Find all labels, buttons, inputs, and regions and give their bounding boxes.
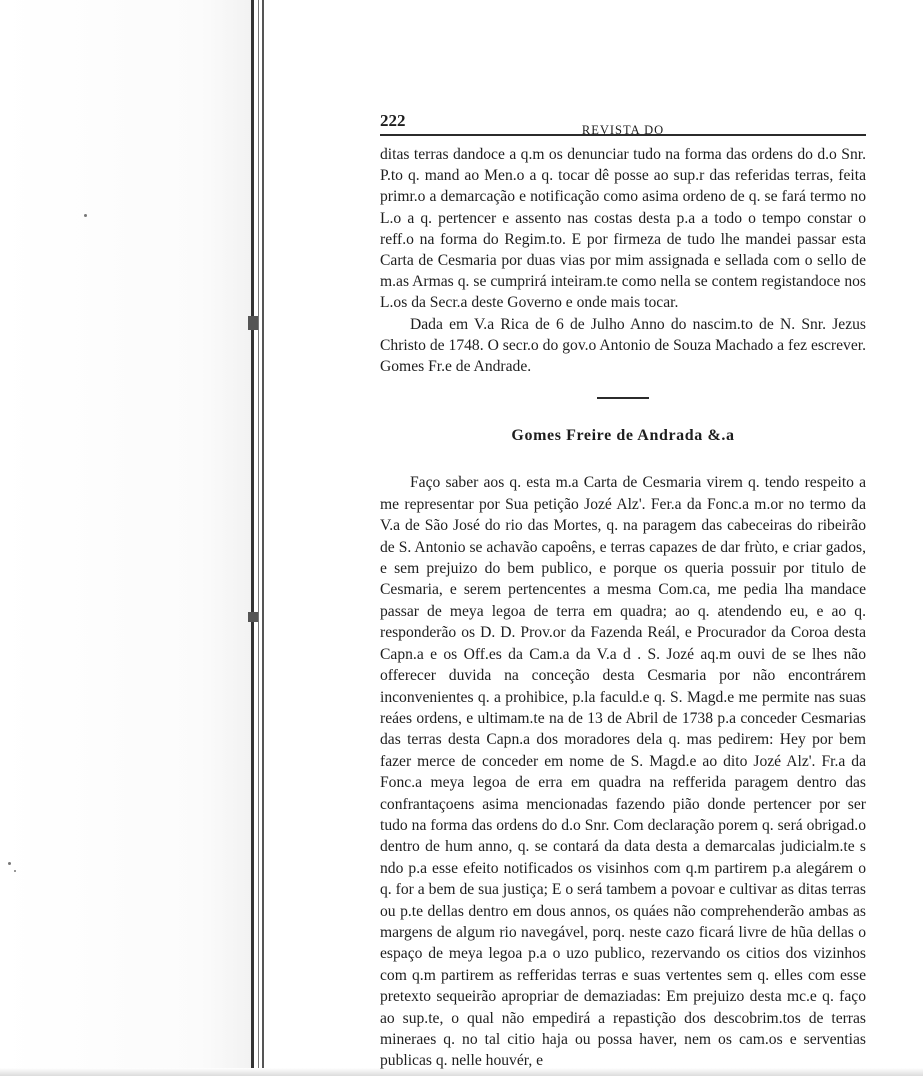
binding-spine [251, 0, 254, 1076]
page-header [380, 100, 866, 137]
running-head: REVISTA DO [581, 123, 665, 137]
body-paragraph: Faço saber aos q. esta m.a Carta de Cesmaria virem q. tendo respeito a me representar por Sua petição Jozé Alz'. Fer.a da Fonc.a m.or no termo da V.a de São José do rio das Mortes, q. na paragem das cabeceiras do ribeirão de S. Antonio se achavão capoêns, e terras capazes de dar frùto, e criar gados, e sem prejuizo do bem publico, e porque os queria possuir por titulo de Cesmaria, e serem pertencentes a mesma Com.ca, me pedia lha mandace passar de meya legoa de terra em quadra; ao q. atendendo eu, e ao q. responderão os D. D. Prov.or da Fazenda Reál, e Procurador da Coroa desta Capn.a e os Off.es da Cam.a da V.a d . S. Jozé aq.m ouvi de se lhes não offerecer duvida na conceção desta Cesmaria por não encontrárem inconvenientes q. a prohibice, p.la faculd.e q. S. Magd.e me permite nas suas reáes ordens, e ultimam.te na de 13 de Abril de 1738 p.a conceder Cesmarias das terras desta Capn.a dos moradores dela q. mas pedirem: Hey por bem fazer merce de conceder em nome de S. Magd.e ao dito Jozé Alz'. Fr.a da Fonc.a meya legoa de erra em quadra na refferida paragem dentro das confrantaçoens asima mencionadas fazendo pião donde pertencer por ser tudo na forma das ordens do d.o Snr. Com declaração porem q. será obrigad.o dentro de hum anno, q. se contará da data desta a demarcalas judicialm.te s ndo p.a esse efeito notificados os visinhos com q.m partirem p.a alegárem o q. for a bem de sua justiça; E o será tambem a povoar e cultivar as ditas terras ou p.te dellas dentro em dous annos, os quáes não comprehenderão ambas as margens de algum rio navegável, porq. neste cazo ficará livre de hũa dellas o espaço de meya legoa p.a o uzo publico, rezervando os citios dos vizinhos com q.m partirem as refferidas terras e suas vertentes sem q. elles com esse pretexto sequeirão apropriar de demaziadas: Em prejuizo desta mc.e q. faço ao sup.te, o qual não empedirá a repastição dos descobrim.tos de terras mineraes q. no tal citio haja ou possa haver, nem os cam.os e serventias publicas q. nelle houvér, e [380, 474, 866, 1070]
body-paragraph: Dada em V.a Rica de 6 de Julho Anno do nascim.to de N. Snr. Jezus Christo de 1748. O secr.o do gov.o Antonio de Souza Machado a fez escrever. Gomes Fr.e de Andrade. [380, 315, 866, 376]
binding-spine-inner [258, 0, 259, 1076]
section-separator [597, 397, 649, 399]
page-number: 222 [380, 111, 406, 130]
binding-mark [248, 612, 258, 622]
book-gutter [0, 0, 252, 1076]
binding-mark [248, 316, 258, 330]
paper-speck [8, 862, 11, 865]
paper-speck [84, 214, 87, 217]
book-page [380, 100, 866, 1072]
binding-spine-edge [262, 0, 264, 1076]
paper-speck [14, 870, 16, 872]
body-paragraph: ditas terras dandoce a q.m os denunciar tudo na forma das ordens do d.o Snr. P.to q. mand ao Men.o a q. tocar dê posse ao sup.r das referidas terras, feita primr.o a demarcação e notificação como asima ordeno de q. se fará termo no L.o a q. pertencer e assento nas costas desta p.a a todo o tempo constar o reff.o na forma do Regim.to. E por firmeza de tudo lhe mandei passar esta Carta de Cesmaria por duas vias por mim assignada e sellada com o sello de m.as Armas q. se cumprirá inteiram.te como nella se contem registandoce nos L.os da Secr.a deste Governo e onde mais tocar. [380, 146, 866, 312]
section-title: Gomes Freire de Andrada &.a [511, 427, 735, 445]
